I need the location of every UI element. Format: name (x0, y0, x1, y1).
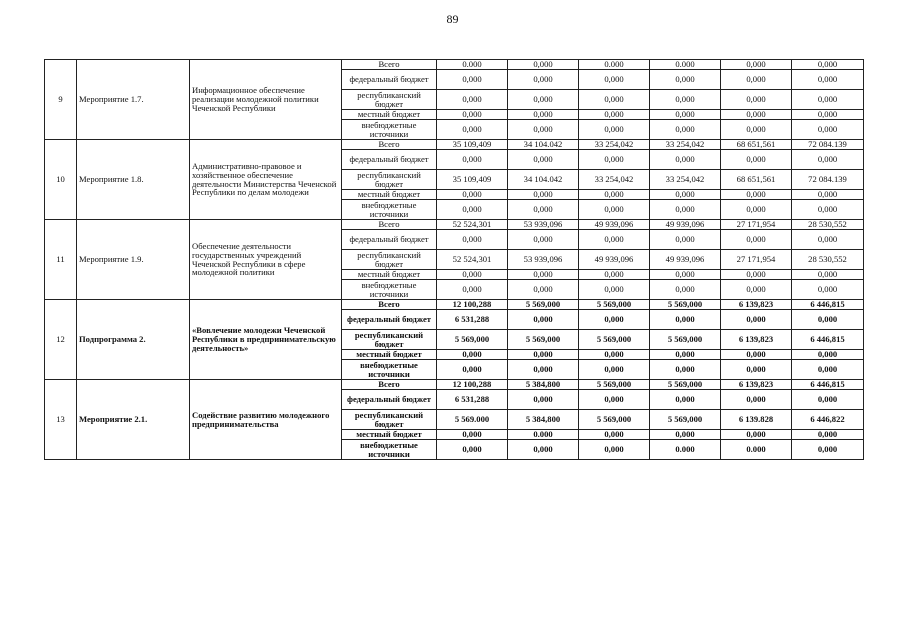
amount-cell: 33 254,042 (579, 140, 650, 150)
funding-source: внебюджетные источники (342, 280, 437, 300)
amount-cell: 0,000 (792, 270, 864, 280)
funding-source: Всего (342, 220, 437, 230)
amount-cell: 0,000 (721, 120, 792, 140)
funding-source: Всего (342, 380, 437, 390)
amount-cell: 0,000 (650, 230, 721, 250)
amount-cell: 5 569,000 (508, 330, 579, 350)
amount-cell: 0,000 (650, 70, 721, 90)
program-code: Мероприятие 1.9. (77, 220, 190, 300)
amount-cell: 68 651,561 (721, 140, 792, 150)
amount-cell: 0,000 (721, 230, 792, 250)
amount-cell: 0,000 (650, 390, 721, 410)
amount-cell: 68 651,561 (721, 170, 792, 190)
amount-cell: 0,000 (650, 200, 721, 220)
program-code: Мероприятие 1.8. (77, 140, 190, 220)
funding-source: местный бюджет (342, 430, 437, 440)
amount-cell: 0,000 (650, 90, 721, 110)
amount-cell: 0,000 (721, 90, 792, 110)
program-name: Содействие развитию молодежного предпринимательства (190, 380, 342, 460)
amount-cell: 0,000 (437, 360, 508, 380)
amount-cell: 5 384,800 (508, 380, 579, 390)
program-code: Подпрограмма 2. (77, 300, 190, 380)
amount-cell: 6 446,815 (792, 380, 864, 390)
amount-cell: 0,000 (508, 280, 579, 300)
funding-source: федеральный бюджет (342, 70, 437, 90)
amount-cell: 0,000 (792, 70, 864, 90)
funding-source: федеральный бюджет (342, 310, 437, 330)
amount-cell: 0,000 (508, 440, 579, 460)
amount-cell: 6 531,288 (437, 390, 508, 410)
amount-cell: 49 939,096 (650, 220, 721, 230)
funding-source: внебюджетные источники (342, 120, 437, 140)
amount-cell: 0,000 (579, 150, 650, 170)
amount-cell: 6 446,815 (792, 330, 864, 350)
amount-cell: 6 139,823 (721, 330, 792, 350)
amount-cell: 0,000 (721, 310, 792, 330)
amount-cell: 53 939,096 (508, 220, 579, 230)
amount-cell: 5 569,000 (579, 380, 650, 390)
program-name: Обеспечение деятельности государственных учреждений Чеченской Республики в сфере молодежной политики (190, 220, 342, 300)
funding-source: республиканский бюджет (342, 410, 437, 430)
amount-cell: 0,000 (579, 70, 650, 90)
amount-cell: 6 446,822 (792, 410, 864, 430)
program-code: Мероприятие 1.7. (77, 60, 190, 140)
amount-cell: 0,000 (437, 440, 508, 460)
funding-source: Всего (342, 300, 437, 310)
table-row (45, 140, 864, 150)
funding-source: федеральный бюджет (342, 390, 437, 410)
amount-cell: 0,000 (579, 270, 650, 280)
amount-cell: 0,000 (579, 190, 650, 200)
amount-cell: 0,000 (721, 390, 792, 410)
amount-cell: 0,000 (437, 430, 508, 440)
amount-cell: 12 100,288 (437, 380, 508, 390)
amount-cell: 0,000 (579, 360, 650, 380)
amount-cell: 0,000 (721, 270, 792, 280)
amount-cell: 72 084.139 (792, 140, 864, 150)
amount-cell: 0.000 (721, 440, 792, 460)
amount-cell: 0.000 (437, 60, 508, 70)
amount-cell: 0,000 (437, 270, 508, 280)
amount-cell: 0,000 (437, 150, 508, 170)
amount-cell: 33 254,042 (650, 170, 721, 190)
amount-cell: 0,000 (508, 190, 579, 200)
amount-cell: 0,000 (650, 270, 721, 280)
amount-cell: 0,000 (721, 350, 792, 360)
amount-cell: 28 530,552 (792, 220, 864, 230)
amount-cell: 0,000 (508, 110, 579, 120)
amount-cell: 6 139,823 (721, 380, 792, 390)
amount-cell: 27 171,954 (721, 250, 792, 270)
amount-cell: 0,000 (792, 360, 864, 380)
funding-source: местный бюджет (342, 350, 437, 360)
amount-cell: 0,000 (508, 360, 579, 380)
amount-cell: 0,000 (792, 390, 864, 410)
amount-cell: 0,000 (650, 110, 721, 120)
amount-cell: 0,000 (437, 120, 508, 140)
amount-cell: 0,000 (508, 120, 579, 140)
amount-cell: 0,000 (792, 150, 864, 170)
program-code: Мероприятие 2.1. (77, 380, 190, 460)
amount-cell: 34 104.042 (508, 140, 579, 150)
amount-cell: 0,000 (579, 90, 650, 110)
amount-cell: 0,000 (508, 200, 579, 220)
amount-cell: 0,000 (650, 280, 721, 300)
funding-source: республиканский бюджет (342, 250, 437, 270)
amount-cell: 0,000 (437, 200, 508, 220)
amount-cell: 0,000 (721, 360, 792, 380)
funding-source: республиканский бюджет (342, 170, 437, 190)
amount-cell: 5 384,800 (508, 410, 579, 430)
amount-cell: 5 569,000 (508, 300, 579, 310)
funding-source: местный бюджет (342, 110, 437, 120)
amount-cell: 6 531,288 (437, 310, 508, 330)
table-row (45, 380, 864, 390)
funding-source: федеральный бюджет (342, 230, 437, 250)
amount-cell: 0,000 (792, 350, 864, 360)
amount-cell: 0,000 (579, 350, 650, 360)
amount-cell: 0,000 (792, 200, 864, 220)
amount-cell: 0,000 (721, 70, 792, 90)
funding-source: местный бюджет (342, 270, 437, 280)
amount-cell: 0,000 (721, 60, 792, 70)
amount-cell: 0,000 (792, 90, 864, 110)
funding-source: внебюджетные источники (342, 440, 437, 460)
amount-cell: 0,000 (579, 430, 650, 440)
amount-cell: 0,000 (650, 310, 721, 330)
amount-cell: 49 939,096 (579, 250, 650, 270)
amount-cell: 49 939,096 (650, 250, 721, 270)
amount-cell: 0,000 (792, 60, 864, 70)
amount-cell: 0,000 (437, 230, 508, 250)
amount-cell: 0,000 (792, 310, 864, 330)
amount-cell: 5 569,000 (579, 330, 650, 350)
page-number: 89 (446, 12, 459, 26)
row-number: 10 (45, 140, 77, 220)
amount-cell: 0,000 (721, 190, 792, 200)
amount-cell: 0,000 (792, 430, 864, 440)
amount-cell: 0,000 (437, 190, 508, 200)
program-name: Административно-правовое и хозяйственное обеспечение деятельности Министерства Чеченской Республики по делам молодежи (190, 140, 342, 220)
amount-cell: 5 569,000 (650, 300, 721, 310)
amount-cell: 6 139,823 (721, 300, 792, 310)
amount-cell: 5 569,000 (650, 330, 721, 350)
amount-cell: 49 939,096 (579, 220, 650, 230)
amount-cell: 0,000 (792, 190, 864, 200)
amount-cell: 52 524,301 (437, 250, 508, 270)
amount-cell: 0,000 (650, 350, 721, 360)
amount-cell: 5 569,000 (650, 410, 721, 430)
amount-cell: 0,000 (650, 150, 721, 170)
amount-cell: 0,000 (650, 360, 721, 380)
program-name: «Вовлечение молодежи Чеченской Республики в предпринимательскую деятельность» (190, 300, 342, 380)
amount-cell: 34 104.042 (508, 170, 579, 190)
amount-cell: 0,000 (721, 280, 792, 300)
funding-source: внебюджетные источники (342, 360, 437, 380)
amount-cell: 0,000 (508, 60, 579, 70)
amount-cell: 0,000 (792, 280, 864, 300)
table-row (45, 220, 864, 230)
amount-cell: 0,000 (579, 390, 650, 410)
amount-cell: 0,000 (650, 430, 721, 440)
table-row (45, 300, 864, 310)
amount-cell: 0,000 (650, 190, 721, 200)
amount-cell: 0,000 (792, 110, 864, 120)
amount-cell: 0,000 (508, 150, 579, 170)
amount-cell: 0,000 (792, 440, 864, 460)
amount-cell: 0,000 (579, 280, 650, 300)
amount-cell: 0,000 (579, 230, 650, 250)
amount-cell: 0,000 (437, 110, 508, 120)
amount-cell: 0.000 (508, 430, 579, 440)
amount-cell: 0,000 (721, 200, 792, 220)
budget-table (44, 59, 864, 460)
amount-cell: 6 446,815 (792, 300, 864, 310)
amount-cell: 5 569,000 (579, 300, 650, 310)
funding-source: Всего (342, 140, 437, 150)
amount-cell: 0.000 (579, 60, 650, 70)
amount-cell: 0,000 (792, 120, 864, 140)
amount-cell: 5 569,000 (579, 410, 650, 430)
amount-cell: 0,000 (508, 270, 579, 280)
funding-source: внебюджетные источники (342, 200, 437, 220)
amount-cell: 33 254,042 (650, 140, 721, 150)
amount-cell: 0,000 (579, 440, 650, 460)
amount-cell: 72 084.139 (792, 170, 864, 190)
amount-cell: 0,000 (437, 70, 508, 90)
amount-cell: 0,000 (650, 120, 721, 140)
amount-cell: 33 254,042 (579, 170, 650, 190)
amount-cell: 28 530,552 (792, 250, 864, 270)
funding-source: федеральный бюджет (342, 150, 437, 170)
row-number: 12 (45, 300, 77, 380)
amount-cell: 0,000 (508, 350, 579, 360)
amount-cell: 35 109,409 (437, 140, 508, 150)
amount-cell: 0,000 (579, 110, 650, 120)
row-number: 11 (45, 220, 77, 300)
amount-cell: 0,000 (437, 350, 508, 360)
amount-cell: 0.000 (650, 60, 721, 70)
amount-cell: 5 569,000 (650, 380, 721, 390)
amount-cell: 0,000 (508, 230, 579, 250)
amount-cell: 53 939,096 (508, 250, 579, 270)
amount-cell: 0,000 (437, 90, 508, 110)
amount-cell: 27 171,954 (721, 220, 792, 230)
amount-cell: 35 109,409 (437, 170, 508, 190)
amount-cell: 5 569.000 (437, 410, 508, 430)
program-name: Информационное обеспечение реализации молодежной политики Чеченской Республики (190, 60, 342, 140)
funding-source: республиканский бюджет (342, 90, 437, 110)
funding-source: местный бюджет (342, 190, 437, 200)
table-row (45, 60, 864, 70)
amount-cell: 0,000 (792, 230, 864, 250)
amount-cell: 52 524,301 (437, 220, 508, 230)
amount-cell: 12 100,288 (437, 300, 508, 310)
amount-cell: 0,000 (721, 110, 792, 120)
funding-source: Всего (342, 60, 437, 70)
funding-source: республиканский бюджет (342, 330, 437, 350)
row-number: 13 (45, 380, 77, 460)
amount-cell: 0,000 (721, 430, 792, 440)
row-number: 9 (45, 60, 77, 140)
amount-cell: 0,000 (579, 310, 650, 330)
budget-table-body (45, 60, 864, 460)
amount-cell: 0,000 (721, 150, 792, 170)
amount-cell: 0,000 (579, 200, 650, 220)
amount-cell: 0,000 (579, 120, 650, 140)
amount-cell: 6 139.828 (721, 410, 792, 430)
amount-cell: 0,000 (508, 90, 579, 110)
amount-cell: 0,000 (437, 280, 508, 300)
amount-cell: 0,000 (508, 70, 579, 90)
amount-cell: 0.000 (650, 440, 721, 460)
amount-cell: 5 569,000 (437, 330, 508, 350)
amount-cell: 0,000 (508, 310, 579, 330)
amount-cell: 0,000 (508, 390, 579, 410)
